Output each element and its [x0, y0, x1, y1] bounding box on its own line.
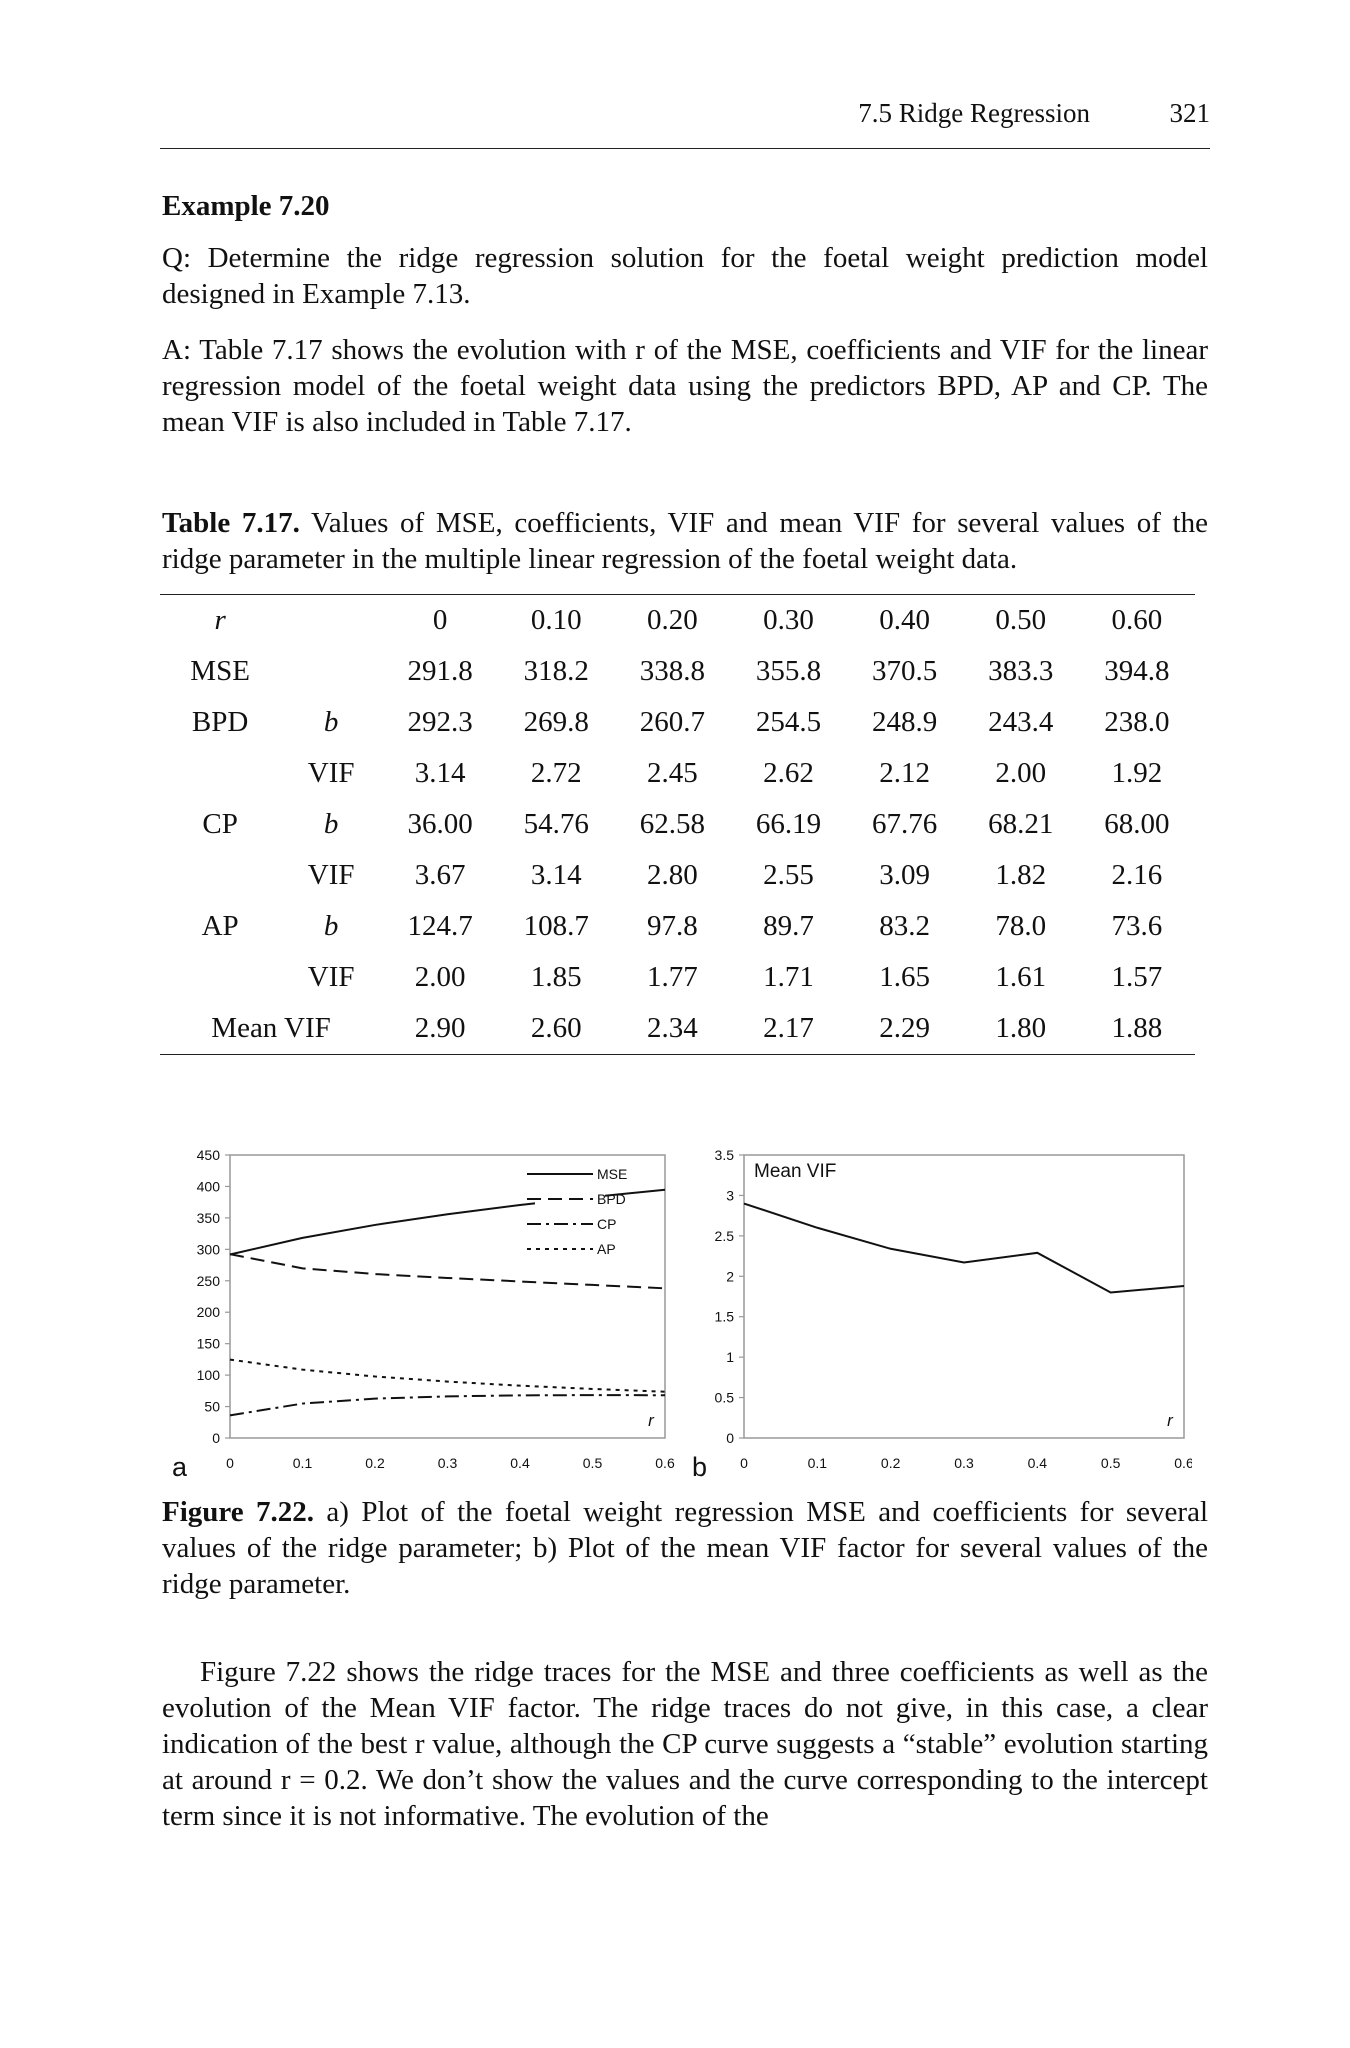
- table-cell: 89.7: [763, 910, 814, 942]
- x-tick-label: 0.1: [292, 1455, 313, 1471]
- chart-a: [160, 1140, 685, 1480]
- table-cell: VIF: [307, 961, 355, 993]
- table-cell: 318.2: [523, 655, 589, 687]
- table-row: [160, 748, 1195, 799]
- table-cell: 36.00: [407, 808, 473, 840]
- table-cell: 78.0: [995, 910, 1047, 942]
- x-tick-label: 0: [740, 1455, 748, 1471]
- x-tick-label: 0.5: [582, 1455, 603, 1471]
- x-tick-label: 0.6: [655, 1455, 675, 1471]
- table-row: [160, 697, 1195, 748]
- table-cell: 238.0: [1104, 706, 1170, 738]
- table-cell: 3.14: [414, 757, 466, 789]
- table-cell: Mean VIF: [211, 1012, 331, 1044]
- table-cell: 1.88: [1111, 1012, 1163, 1044]
- table-cell: 0: [432, 604, 448, 636]
- table-cell: 124.7: [407, 910, 473, 942]
- table-cell: BPD: [191, 706, 249, 738]
- table-cell: b: [323, 910, 339, 942]
- y-tick-label: 1.5: [714, 1308, 734, 1325]
- page-number: 321: [1169, 98, 1210, 128]
- x-tick-label: 0.1: [807, 1455, 828, 1471]
- series-line-mean-vif: [744, 1204, 1184, 1293]
- table-cell: 3.09: [879, 859, 930, 891]
- results-table: [160, 594, 1195, 1055]
- table-row: [160, 595, 1195, 646]
- table-cell: 1.82: [995, 859, 1047, 891]
- figure-caption-label: Figure 7.22.: [162, 1496, 315, 1528]
- table-cell: VIF: [307, 859, 355, 891]
- chart-b: [692, 1140, 1192, 1480]
- figure-caption: [162, 1494, 1208, 1602]
- example-question: Q: Determine the ridge regression solution for the foetal weight prediction model designed in Example 7.13.: [162, 242, 1208, 310]
- x-axis-label: r: [1167, 1411, 1173, 1430]
- table-cell: 2.00: [995, 757, 1047, 789]
- table-row: [160, 850, 1195, 901]
- table-cell: 97.8: [647, 910, 698, 942]
- table-cell: CP: [202, 808, 238, 840]
- y-tick-label: 300: [196, 1241, 220, 1258]
- y-tick-label: 2.5: [714, 1227, 734, 1244]
- y-tick-label: 0: [726, 1430, 734, 1446]
- table-cell: [160, 952, 280, 1003]
- x-tick-label: 0.4: [1027, 1455, 1048, 1471]
- y-tick-label: 400: [196, 1178, 220, 1195]
- table-cell: 0.40: [879, 604, 930, 636]
- table-cell: 383.3: [988, 655, 1054, 687]
- table-cell: 108.7: [523, 910, 589, 942]
- table-cell: 2.29: [879, 1012, 930, 1044]
- x-tick-label: 0.2: [365, 1455, 385, 1471]
- y-tick-label: 150: [196, 1335, 220, 1352]
- y-tick-label: 50: [204, 1398, 220, 1415]
- table-cell: 66.19: [755, 808, 822, 840]
- table-cell: 2.12: [879, 757, 930, 789]
- table-cell: 338.8: [639, 655, 705, 687]
- legend-label: AP: [597, 1241, 616, 1257]
- legend-label: BPD: [597, 1191, 626, 1207]
- series-line-cp: [230, 1395, 665, 1415]
- table-cell: 2.55: [763, 859, 814, 891]
- table-cell: 0.10: [530, 604, 582, 636]
- table-cell: 0.60: [1111, 604, 1163, 636]
- y-tick-label: 250: [196, 1272, 220, 1289]
- x-axis-label: r: [648, 1411, 654, 1430]
- table-cell: 54.76: [523, 808, 589, 840]
- table-cell: 394.8: [1104, 655, 1170, 687]
- table-caption: [162, 505, 1208, 577]
- y-tick-label: 2: [726, 1268, 734, 1285]
- table-cell: 2.45: [647, 757, 698, 789]
- table-cell: 3.67: [414, 859, 466, 891]
- table-cell: 1.71: [763, 961, 814, 993]
- table-cell: [280, 595, 382, 646]
- table-caption-text: Values of MSE, coefficients, VIF and mean VIF for several values of the ridge parameter in the multiple linear regression of the foetal weight data.: [162, 507, 1208, 575]
- table-cell: r: [214, 604, 226, 636]
- figure-caption-text: a) Plot of the foetal weight regression MSE and coefficients for several values of the ridge parameter; b) Plot of the mean VIF factor for several values of the ridge parameter.: [162, 1496, 1208, 1600]
- chart-b-svg: [692, 1140, 1192, 1480]
- table-cell: 0.30: [763, 604, 814, 636]
- y-tick-label: 350: [196, 1209, 220, 1226]
- body-paragraph: Figure 7.22 shows the ridge traces for the MSE and three coefficients as well as the evolution of the Mean VIF factor. The ridge traces do not give, in this case, a clear indication of the best r value, although the CP curve suggests a “stable” evolution starting at around r = 0.2. We don’t show the values and the curve corresponding to the intercept term since it is not informative. The evolution of the: [162, 1656, 1208, 1832]
- plot-area: [744, 1155, 1184, 1438]
- x-tick-label: 0.4: [510, 1455, 530, 1471]
- y-tick-label: 100: [196, 1367, 220, 1384]
- x-tick-label: 0.3: [954, 1455, 974, 1471]
- table-cell: 355.8: [755, 655, 822, 687]
- table-cell: 2.90: [414, 1012, 466, 1044]
- table-cell: MSE: [190, 655, 250, 687]
- table-cell: 2.34: [647, 1012, 698, 1044]
- table-cell: 2.00: [414, 961, 466, 993]
- table-cell: 2.80: [647, 859, 698, 891]
- y-tick-label: 0: [212, 1430, 220, 1446]
- table-row: [160, 646, 1195, 697]
- table-cell: 68.21: [988, 808, 1054, 840]
- table-cell: 291.8: [407, 655, 473, 687]
- table-cell: 1.92: [1111, 757, 1163, 789]
- chart-a-svg: [160, 1140, 685, 1480]
- legend-label: CP: [597, 1216, 617, 1232]
- chart-title: Mean VIF: [754, 1161, 837, 1182]
- table-cell: [160, 850, 280, 901]
- y-tick-label: 450: [196, 1147, 220, 1163]
- table-caption-label: Table 7.17.: [162, 507, 300, 539]
- table-cell: b: [323, 808, 339, 840]
- table-cell: 2.72: [530, 757, 582, 789]
- table-cell: 2.17: [763, 1012, 814, 1044]
- table-cell: 3.14: [530, 859, 582, 891]
- series-line-ap: [230, 1360, 665, 1392]
- running-header: [160, 98, 1210, 138]
- x-tick-label: 0.2: [880, 1455, 901, 1471]
- panel-label: a: [172, 1452, 188, 1480]
- table-cell: VIF: [307, 757, 355, 789]
- y-tick-label: 1: [726, 1349, 734, 1366]
- y-tick-label: 3.5: [714, 1147, 734, 1163]
- table-cell: 2.16: [1111, 859, 1163, 891]
- table-row: [160, 799, 1195, 850]
- x-tick-label: 0.3: [437, 1455, 458, 1471]
- table-cell: 1.85: [530, 961, 582, 993]
- table-cell: 83.2: [879, 910, 930, 942]
- table-cell: 269.8: [523, 706, 589, 738]
- y-tick-label: 200: [196, 1304, 220, 1321]
- y-tick-label: 3: [726, 1187, 734, 1204]
- x-tick-label: 0.5: [1100, 1455, 1121, 1471]
- table-row: [160, 901, 1195, 952]
- table-cell: 1.57: [1111, 961, 1163, 993]
- example-answer: A: Table 7.17 shows the evolution with r of the MSE, coefficients and VIF for the linear regression model of the foetal weight data using the predictors BPD, AP and CP. The mean VIF is also included in Table 7.17.: [162, 334, 1208, 438]
- table-cell: 370.5: [872, 655, 938, 687]
- header-rule: [160, 148, 1210, 149]
- table-cell: 68.00: [1104, 808, 1170, 840]
- table-cell: AP: [201, 910, 239, 942]
- x-tick-label: 0.6: [1174, 1455, 1192, 1471]
- table-cell: 1.80: [995, 1012, 1047, 1044]
- table-cell: 67.76: [872, 808, 938, 840]
- table-cell: 0.20: [647, 604, 698, 636]
- table-cell: b: [323, 706, 339, 738]
- table-cell: 260.7: [639, 706, 705, 738]
- table-cell: 0.50: [995, 604, 1047, 636]
- table-cell: 292.3: [407, 706, 473, 738]
- x-tick-label: 0: [226, 1455, 234, 1471]
- table-cell: 1.61: [995, 961, 1047, 993]
- table-cell: 2.60: [530, 1012, 582, 1044]
- table-cell: 1.65: [879, 961, 930, 993]
- table-cell: [280, 646, 382, 697]
- table-row: [160, 1003, 1195, 1054]
- table-cell: 254.5: [755, 706, 822, 738]
- section-title: 7.5 Ridge Regression: [858, 98, 1090, 128]
- table-cell: 1.77: [647, 961, 698, 993]
- table-cell: 2.62: [763, 757, 814, 789]
- table-cell: [160, 748, 280, 799]
- example-heading: Example 7.20: [162, 190, 330, 222]
- legend-label: MSE: [597, 1166, 628, 1182]
- table-row: [160, 952, 1195, 1003]
- panel-label: b: [692, 1452, 708, 1480]
- y-tick-label: 0.5: [714, 1389, 734, 1406]
- table-cell: 62.58: [639, 808, 705, 840]
- table-cell: 248.9: [872, 706, 938, 738]
- table-cell: 243.4: [988, 706, 1054, 738]
- table-cell: 73.6: [1111, 910, 1163, 942]
